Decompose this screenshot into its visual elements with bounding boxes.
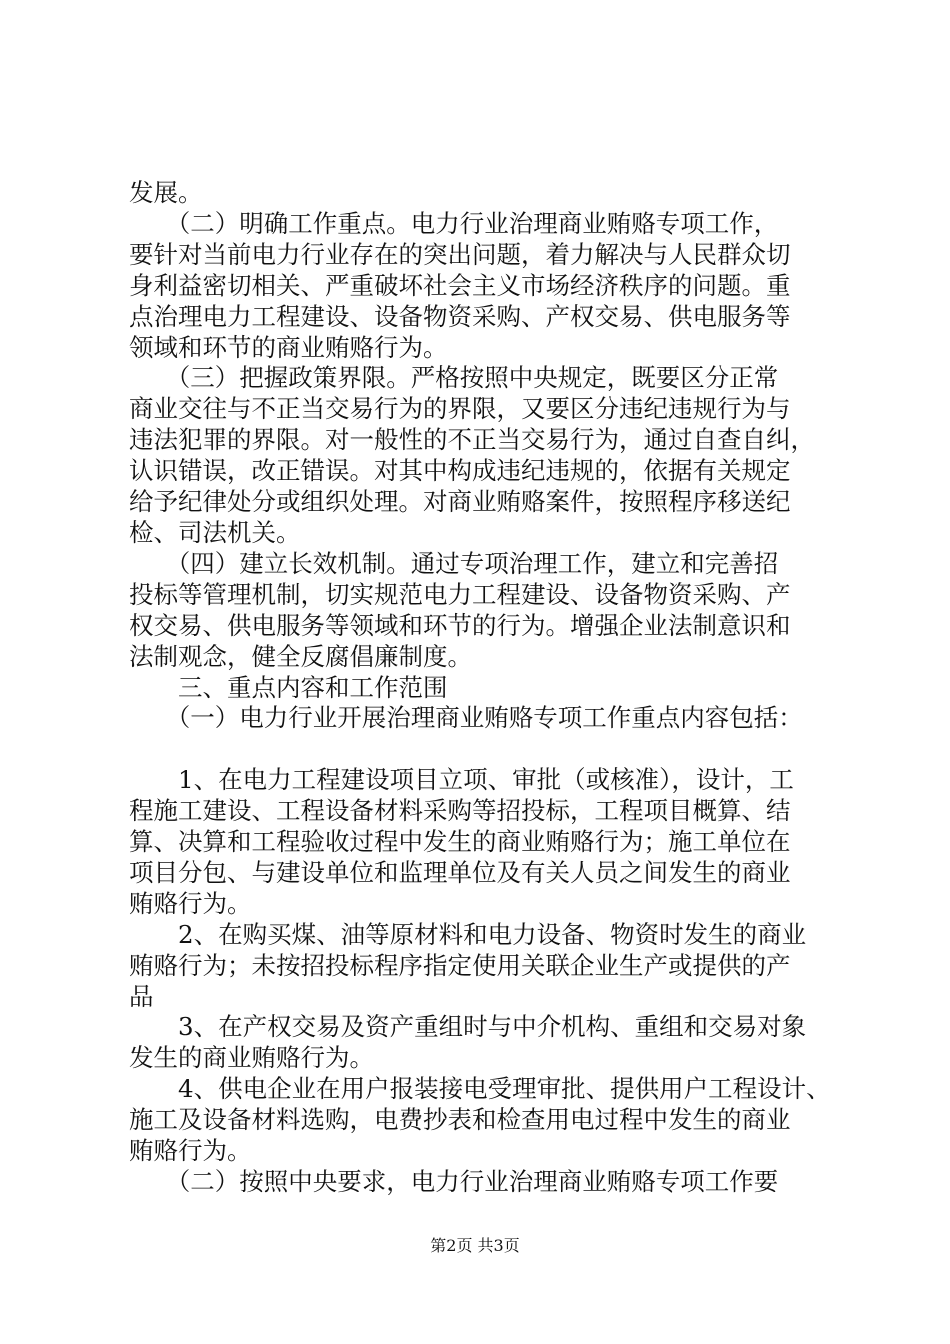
body-text-line: 商业交往与不正当交易行为的界限，又要区分违纪违规行为与	[129, 394, 791, 423]
body-text-line: 点治理电力工程建设、设备物资采购、产权交易、供电服务等	[129, 302, 791, 331]
body-text-line: 程施工建设、工程设备材料采购等招投标，工程项目概算、结	[129, 796, 791, 825]
body-text-line: 3、在产权交易及资产重组时与中介机构、重组和交易对象	[129, 1012, 807, 1041]
body-text-line: 要针对当前电力行业存在的突出问题，着力解决与人民群众切	[129, 240, 791, 269]
body-text-line: 认识错误，改正错误。对其中构成违纪违规的，依据有关规定	[129, 456, 791, 485]
body-text-line: 发展。	[129, 178, 203, 207]
body-text-line: 品	[129, 982, 154, 1011]
body-text-line: 身利益密切相关、严重破坏社会主义市场经济秩序的问题。重	[129, 271, 791, 300]
body-text-line: 领域和环节的商业贿赂行为。	[129, 333, 448, 362]
body-text-line: 算、决算和工程验收过程中发生的商业贿赂行为；施工单位在	[129, 827, 791, 856]
body-text-line: 施工及设备材料选购，电费抄表和检查用电过程中发生的商业	[129, 1105, 791, 1134]
body-text-line: 2、在购买煤、油等原材料和电力设备、物资时发生的商业	[129, 920, 807, 949]
body-text-line: 投标等管理机制，切实规范电力工程建设、设备物资采购、产	[129, 580, 791, 609]
body-text-line: 法制观念，健全反腐倡廉制度。	[129, 642, 472, 671]
body-text-line: 检、司法机关。	[129, 518, 301, 547]
body-text-line: （四）建立长效机制。通过专项治理工作，建立和完善招	[129, 549, 779, 578]
body-text-line: 违法犯罪的界限。对一般性的不正当交易行为，通过自查自纠，	[129, 425, 815, 454]
body-text-line: 贿赂行为。	[129, 1136, 252, 1165]
body-text-line: 1、在电力工程建设项目立项、审批（或核准），设计，工	[129, 765, 794, 794]
body-text-line: （三）把握政策界限。严格按照中央规定，既要区分正常	[129, 363, 779, 392]
body-text-line: （二）明确工作重点。电力行业治理商业贿赂专项工作，	[129, 209, 779, 238]
page-footer: 第2页 共3页	[430, 1236, 520, 1255]
body-text-line: 发生的商业贿赂行为。	[129, 1043, 374, 1072]
body-text-line: 4、供电企业在用户报装接电受理审批、提供用户工程设计、	[129, 1074, 831, 1103]
body-text-line: 项目分包、与建设单位和监理单位及有关人员之间发生的商业	[129, 858, 791, 887]
body-text-line: 贿赂行为；未按招投标程序指定使用关联企业生产或提供的产	[129, 951, 791, 980]
body-text-line: 权交易、供电服务等领域和环节的行为。增强企业法制意识和	[129, 611, 791, 640]
body-text-line: （一）电力行业开展治理商业贿赂专项工作重点内容包括：	[129, 703, 803, 732]
body-text-line: 给予纪律处分或组织处理。对商业贿赂案件，按照程序移送纪	[129, 487, 791, 516]
section-heading: 三、重点内容和工作范围	[129, 673, 448, 702]
body-text-line: （二）按照中央要求，电力行业治理商业贿赂专项工作要	[129, 1167, 779, 1196]
body-text-line: 贿赂行为。	[129, 889, 252, 918]
